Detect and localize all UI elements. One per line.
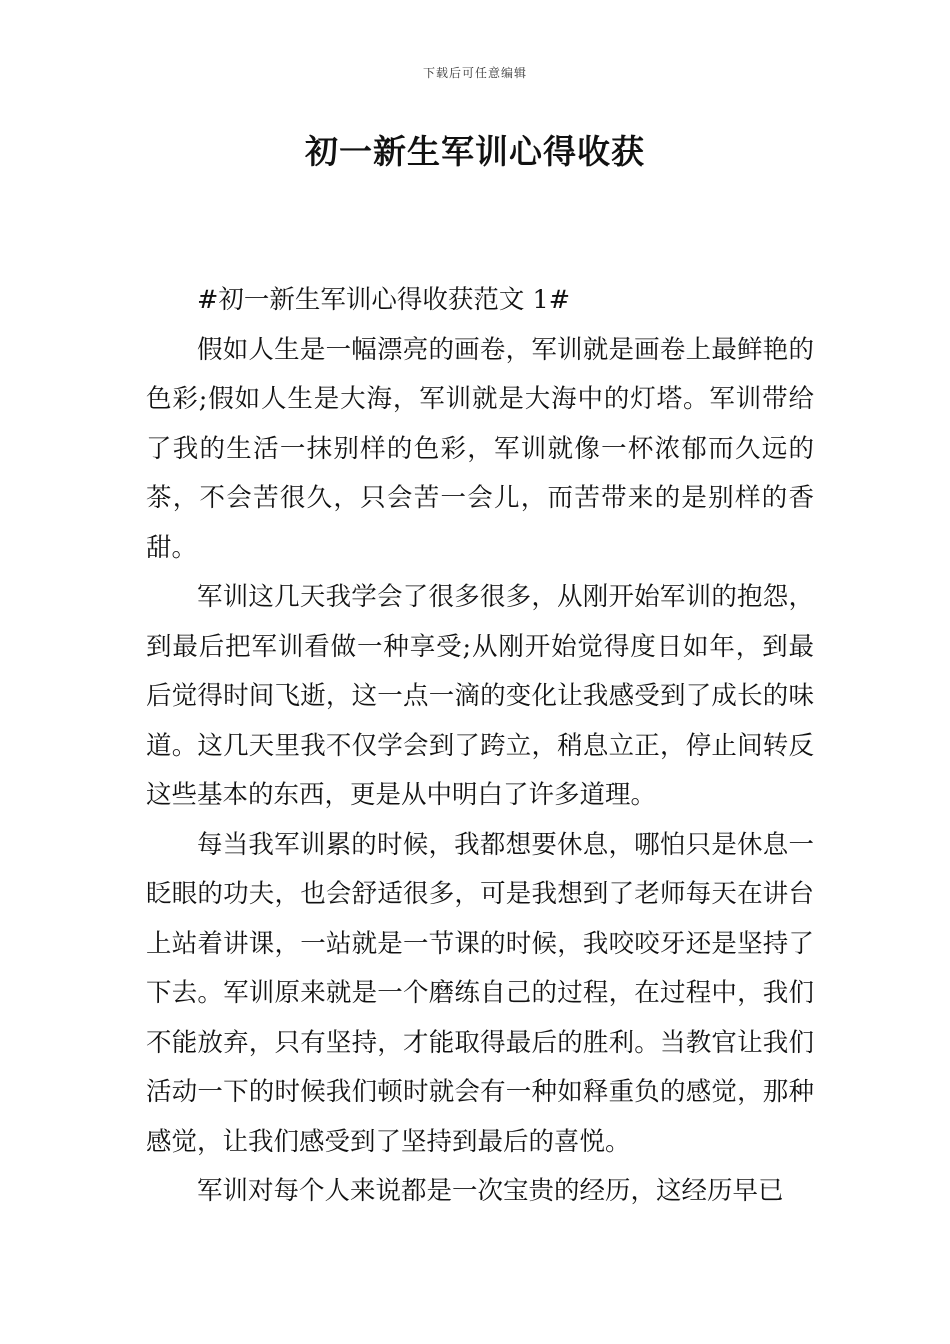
header-note: 下载后可任意编辑 [422, 66, 527, 80]
section-heading: #初一新生军训心得收获范文 1# [197, 285, 571, 315]
document-title: 初一新生军训心得收获 [305, 132, 645, 171]
paragraph: 假如人生是一幅漂亮的画卷，军训就是画卷上最鲜艳的色彩;假如人生是大海，军训就是大海中的灯塔。军训带给了我的生活一抹别样的色彩，军训就像一杯浓郁而久远的茶，不会苦很久，只会苦一会儿，而苦带来的是别样的香甜。 [146, 334, 814, 563]
document-body [146, 276, 814, 1217]
paragraph: 军训对每个人来说都是一次宝贵的经历，这经历早已 [197, 1176, 784, 1206]
paragraph: 军训这几天我学会了很多很多，从刚开始军训的抱怨，到最后把军训看做一种享受;从刚开始觉得度日如年，到最后觉得时间飞逝，这一点一滴的变化让我感受到了成长的味道。这几天里我不仅学会到了跨立，稍息立正，停止间转反这些基本的东西，更是从中明白了许多道理。 [146, 582, 814, 810]
paragraph: 每当我军训累的时候，我都想要休息，哪怕只是休息一眨眼的功夫，也会舒适很多，可是我想到了老师每天在讲台上站着讲课，一站就是一节课的时候，我咬咬牙还是坚持了下去。军训原来就是一个磨练自己的过程，在过程中，我们不能放弃，只有坚持，才能取得最后的胜利。当教官让我们活动一下的时候我们顿时就会有一种如释重负的感觉，那种感觉，让我们感受到了坚持到最后的喜悦。 [146, 829, 814, 1157]
